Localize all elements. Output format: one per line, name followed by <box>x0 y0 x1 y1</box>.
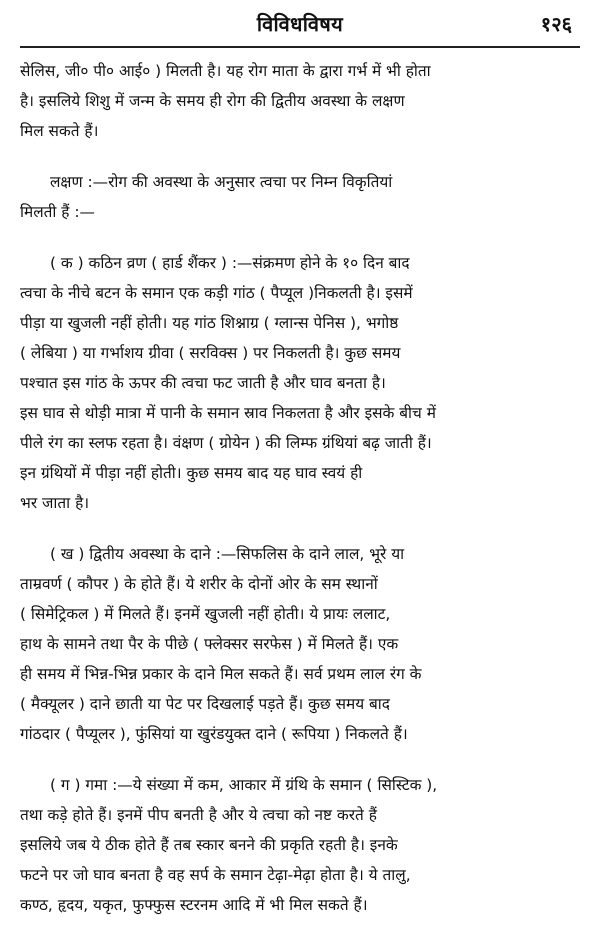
text-line: पश्चात इस गांठ के ऊपर की त्वचा फट जाती है और घाव बनता है। <box>20 374 386 392</box>
running-title: विविधविषय <box>256 12 344 36</box>
text-line: है। इसलिये शिशु में जन्म के समय ही रोग की द्वितीय अवस्था के लक्षण <box>20 92 405 110</box>
text-line: ही समय में भिन्न-भिन्न प्रकार के दाने मिल सकते हैं। सर्व प्रथम लाल रंग के <box>20 665 422 683</box>
text-line: गांठदार ( पैप्यूलर ), फुंसियां या खुरंडयुक्त दाने ( रूपिया ) निकलते हैं। <box>20 725 408 743</box>
text-line: इस घाव से थोड़ी मात्रा में पानी के समान स्राव निकलता है और इसके बीच में <box>20 404 436 422</box>
page-number: १२६ <box>540 12 572 36</box>
text-line: ( सिमेट्रिकल ) में मिलते हैं। इनमें खुजली नहीं होती। ये प्रायः ललाट, <box>20 605 391 623</box>
text-line: लक्षण :—रोग की अवस्था के अनुसार त्वचा पर निम्न विकृतियां <box>50 173 393 191</box>
text-line: तथा कड़े होते हैं। इनमें पीप बनती है और ये त्वचा को नष्ट करते हैं <box>20 806 377 824</box>
text-line: ( लेबिया ) या गर्भाशय ग्रीवा ( सरविक्स ) पर निकलती है। कुछ समय <box>20 344 401 362</box>
text-line: पीले रंग का स्लफ रहता है। वंक्षण ( ग्रोयेन ) की लिम्फ ग्रंथियां बढ़ जाती हैं। <box>20 434 432 452</box>
text-line: ( मैक्यूलर ) दाने छाती या पेट पर दिखलाई पड़ते हैं। कुछ समय बाद <box>20 695 390 713</box>
header-rule <box>20 46 580 48</box>
page-header <box>20 8 580 46</box>
text-line: भर जाता है। <box>20 494 90 512</box>
text-line: इसलिये जब ये ठीक होते हैं तब स्कार बनने की प्रकृति रहती है। इनके <box>20 836 398 854</box>
paragraph-gumma <box>20 770 580 920</box>
text-line: पीड़ा या खुजली नहीं होती। यह गांठ शिश्नाग्र ( ग्लान्स पेनिस ), भगोष्ठ <box>20 314 399 332</box>
paragraph-hard-chancre <box>20 248 580 518</box>
text-line: ताम्रवर्ण ( कौपर ) के होते हैं। ये शरीर के दोनों ओर के सम स्थानों <box>20 575 378 593</box>
text-line: हाथ के सामने तथा पैर के पीछे ( फ्लेक्सर सरफेस ) में मिलते हैं। एक <box>20 635 399 653</box>
text-line: इन ग्रंथियों में पीड़ा नहीं होती। कुछ समय बाद यह घाव स्वयं ही <box>20 464 363 482</box>
text-line: ( ख ) द्वितीय अवस्था के दाने :—सिफलिस के दाने लाल, भूरे या <box>50 545 405 563</box>
text-line: ( ग ) गमा :—ये संख्या में कम, आकार में ग्रंथि के समान ( सिस्टिक ), <box>50 776 438 794</box>
text-line: मिलती हैं :— <box>20 203 95 221</box>
text-line: कण्ठ, हृदय, यकृत, फुफ्फुस स्टरनम आदि में भी मिल सकते हैं। <box>20 896 368 914</box>
text-line: त्वचा के नीचे बटन के समान एक कड़ी गांठ ( पैप्यूल )निकलती है। इसमें <box>20 284 413 302</box>
paragraph-symptoms-intro <box>20 167 580 227</box>
paragraph-secondary-stage <box>20 539 580 749</box>
text-line: फटने पर जो घाव बनता है वह सर्प के समान टेढ़ा-मेढ़ा होता है। ये तालु, <box>20 866 411 884</box>
text-line: सेलिस, जी० पी० आई० ) मिलती है। यह रोग माता के द्वारा गर्भ में भी होता <box>20 62 431 80</box>
text-line: मिल सकते हैं। <box>20 122 99 140</box>
paragraph-continuation <box>20 56 580 146</box>
text-line: ( क ) कठिन व्रण ( हार्ड शैंकर ) :—संक्रमण होने के १० दिन बाद <box>50 254 410 272</box>
